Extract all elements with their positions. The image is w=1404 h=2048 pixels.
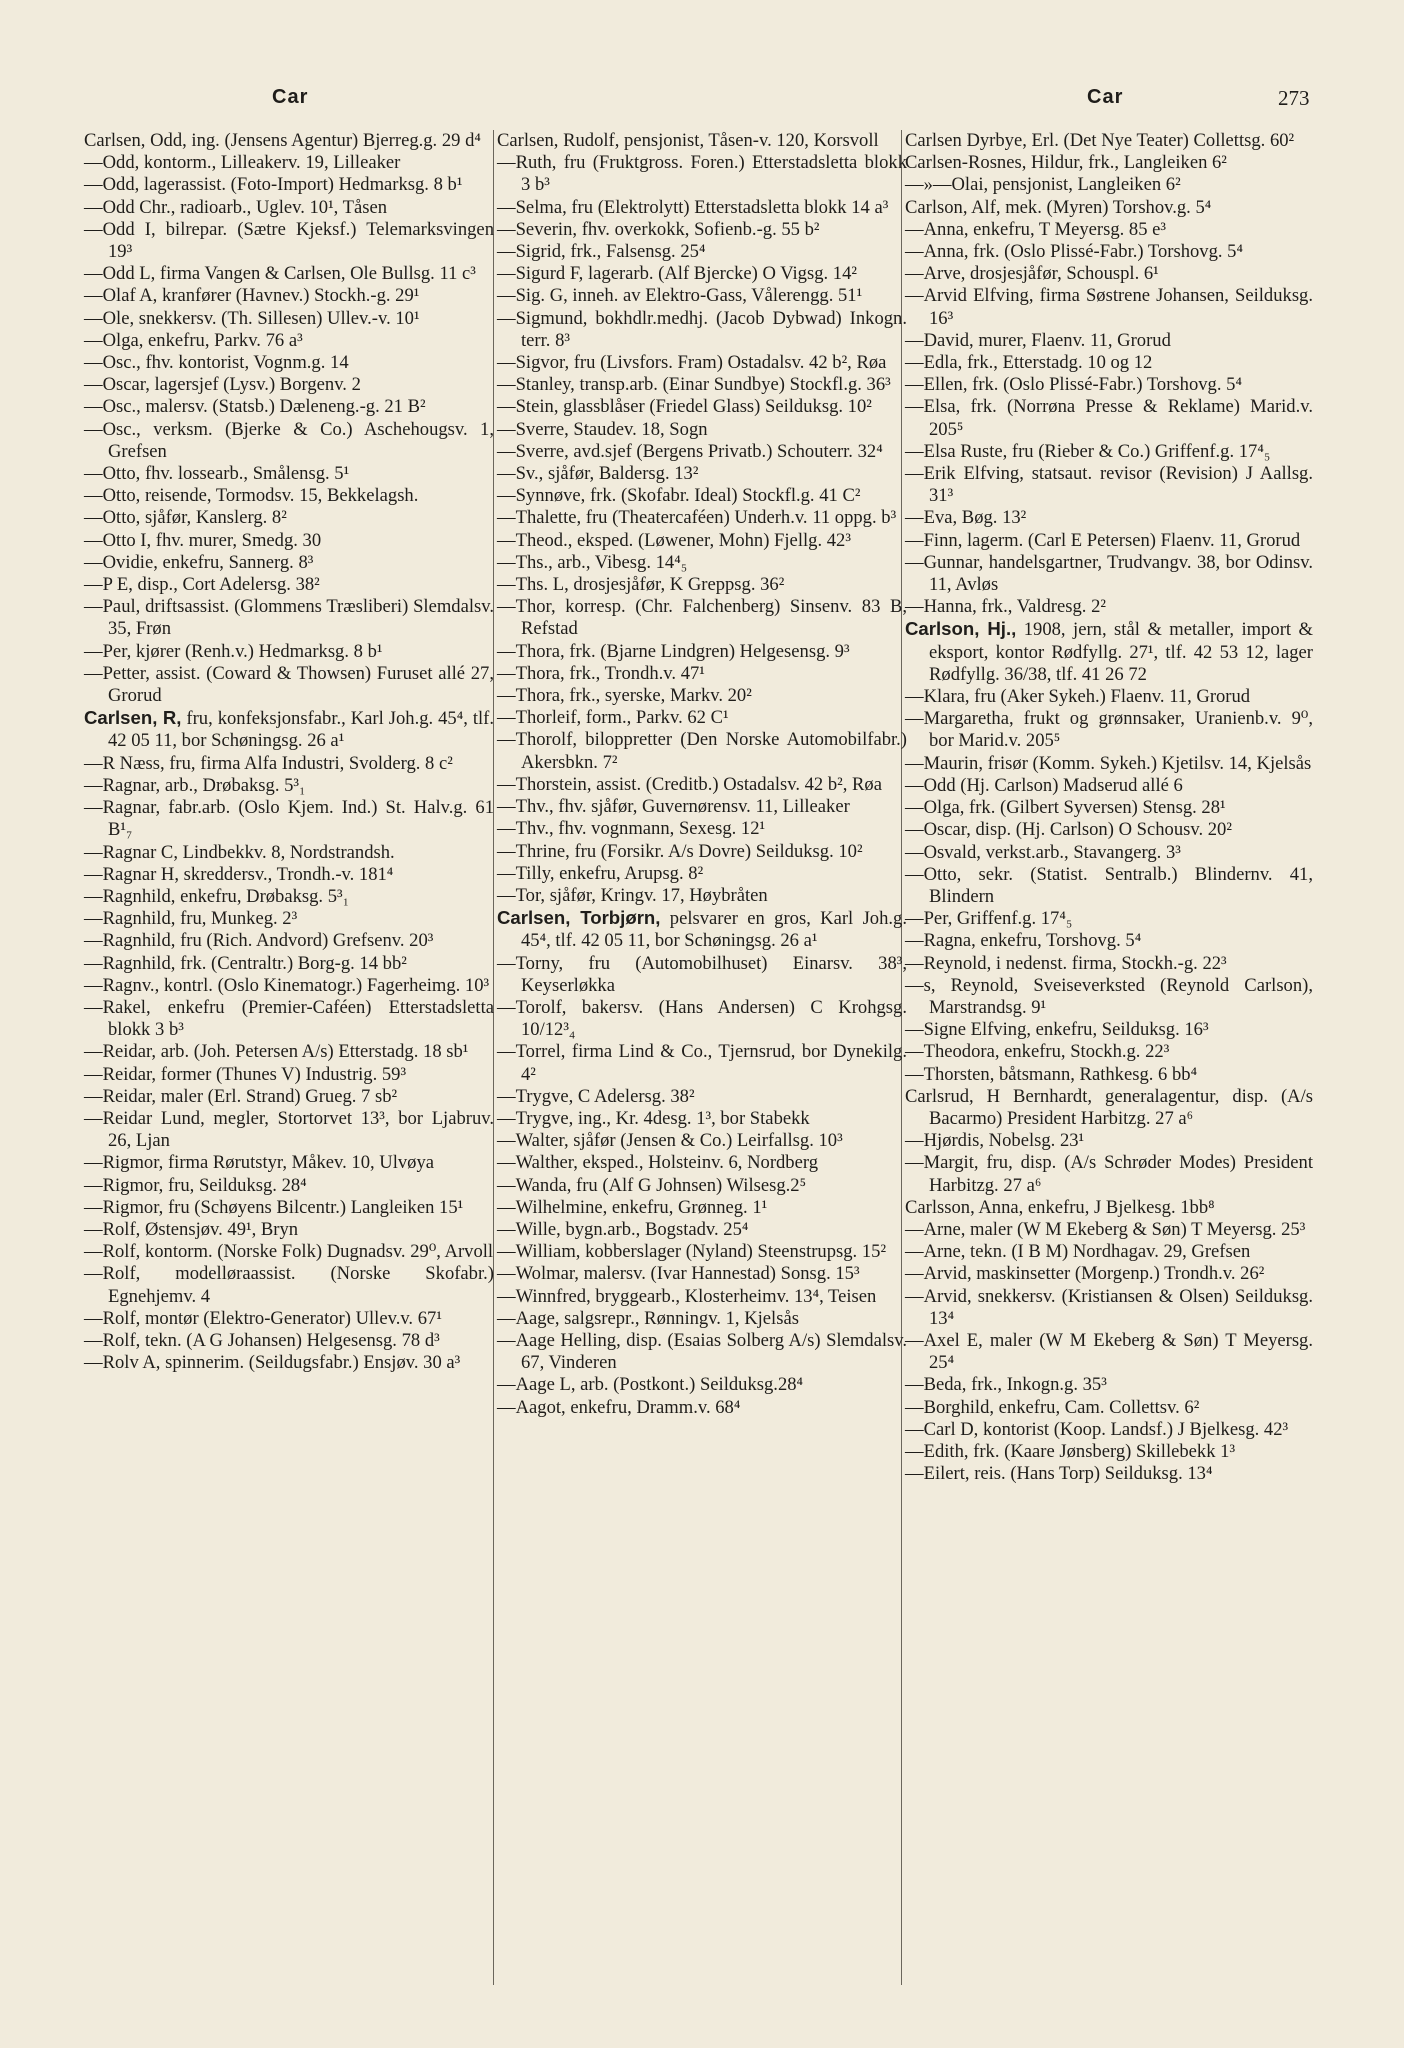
directory-entry: Carlsen, Odd, ing. (Jensens Agentur) Bjerreg.g. 29 d⁴ — [84, 130, 481, 151]
directory-entry: —Rigmor, fru (Schøyens Bilcentr.) Langleiken 15¹ — [84, 1196, 464, 1218]
directory-entry: —Reidar, maler (Erl. Strand) Grueg. 7 sb² — [84, 1085, 398, 1107]
directory-entry: —Odd (Hj. Carlson) Madserud allé 6 — [905, 774, 1183, 796]
directory-entry: —Rolf, kontorm. (Norske Folk) Dugnadsv. 29⁰, Arvoll — [84, 1241, 494, 1263]
directory-entry: —Stanley, transp.arb. (Einar Sundbye) Stockfl.g. 36³ — [497, 374, 891, 396]
directory-entry: —Thorleif, form., Parkv. 62 C¹ — [497, 707, 729, 729]
directory-entry: —Wanda, fru (Alf G Johnsen) Wilsesg.2⁵ — [497, 1174, 807, 1196]
directory-entry: —Rigmor, fru, Seilduksg. 28⁴ — [84, 1174, 307, 1196]
directory-entry: —Aage L, arb. (Postkont.) Seilduksg.28⁴ — [497, 1374, 804, 1396]
directory-entry: —Odd, kontorm., Lilleakerv. 19, Lilleaker — [84, 152, 401, 174]
directory-entry: —Rolf, modelløraassist. (Norske Skofabr.) Egnehjemv. 4 — [84, 1263, 494, 1307]
directory-entry: —Per, Griffenf.g. 17⁴₅ — [905, 908, 1073, 930]
directory-entry: —Thora, frk., syerske, Markv. 20² — [497, 685, 752, 707]
directory-entry: —R Næss, fru, firma Alfa Industri, Svolderg. 8 c² — [84, 752, 453, 774]
directory-entry: —Sigrid, frk., Falsensg. 25⁴ — [497, 241, 706, 263]
directory-entry: Carlson, Alf, mek. (Myren) Torshov.g. 5⁴ — [905, 196, 1212, 218]
directory-entry: —Thrine, fru (Forsikr. A/s Dovre) Seilduksg. 10² — [497, 840, 863, 862]
directory-entry: —Eva, Bøg. 13² — [905, 507, 1027, 529]
directory-entry: —Erik Elfving, statsaut. revisor (Revision) J Aallsg. 31³ — [905, 463, 1313, 507]
directory-entry: —Ragnhild, fru, Munkeg. 2³ — [84, 908, 298, 930]
directory-entry: Carlson, Hj., 1908, jern, stål & metaller, import & eksport, kontor Rødfyllg. 27¹, tlf. 42 53 12, lager Rødfyllg. 36/38, tlf. 41 26 72 — [905, 618, 1313, 685]
directory-entry: —Thor, korresp. (Chr. Falchenberg) Sinsenv. 83 B, Refstad — [497, 596, 907, 640]
directory-entry: —Aage, salgsrepr., Rønningv. 1, Kjelsås — [497, 1307, 799, 1329]
directory-entry: —Winnfred, bryggearb., Klosterheimv. 13⁴, Teisen — [497, 1285, 877, 1307]
directory-entry: —Rolv A, spinnerim. (Seildugsfabr.) Ensjøv. 30 a³ — [84, 1352, 461, 1374]
directory-entry: —Hjørdis, Nobelsg. 23¹ — [905, 1130, 1085, 1152]
directory-entry: —Selma, fru (Elektrolytt) Etterstadsletta blokk 14 a³ — [497, 196, 889, 218]
directory-entry: —Thv., fhv. sjåfør, Guvernørensv. 11, Lilleaker — [497, 796, 850, 818]
directory-entry: —Elsa, frk. (Norrøna Presse & Reklame) Marid.v. 205⁵ — [905, 396, 1313, 440]
directory-entry: —Per, kjører (Renh.v.) Hedmarksg. 8 b¹ — [84, 640, 383, 662]
directory-entry: —Ragnv., kontrl. (Oslo Kinematogr.) Fagerheimg. 10³ — [84, 974, 490, 996]
guide-word-left: Car — [272, 86, 309, 108]
directory-entry: —Aage Helling, disp. (Esaias Solberg A/s) Slemdalsv. 67, Vinderen — [497, 1329, 907, 1374]
directory-entry: —Aagot, enkefru, Dramm.v. 68⁴ — [497, 1396, 741, 1418]
directory-entry: —Odd I, bilrepar. (Sætre Kjeksf.) Telemarksvingen 19³ — [84, 218, 494, 263]
directory-entry: —Sigmund, bokhdlr.medhj. (Jacob Dybwad) Inkogn. terr. 8³ — [497, 307, 907, 351]
directory-entry: —William, kobberslager (Nyland) Steenstrupsg. 15² — [497, 1241, 887, 1263]
directory-entry: —Reidar, arb. (Joh. Petersen A/s) Etterstadg. 18 sb¹ — [84, 1041, 469, 1063]
directory-entry: —Torrel, firma Lind & Co., Tjernsrud, bor Dynekilg. 4² — [497, 1041, 907, 1085]
directory-entry: —Ragnar H, skreddersv., Trondh.-v. 181⁴ — [84, 863, 394, 885]
directory-entry: —Rolf, Østensjøv. 49¹, Bryn — [84, 1218, 299, 1240]
directory-entry: —Wilhelmine, enkefru, Grønneg. 1¹ — [497, 1196, 768, 1218]
directory-entry: —Theod., eksped. (Løwener, Mohn) Fjellg. 42³ — [497, 529, 851, 551]
directory-entry: —Rolf, tekn. (A G Johansen) Helgesensg. 78 d³ — [84, 1329, 440, 1351]
directory-entry: —Otto, fhv. lossearb., Smålensg. 5¹ — [84, 463, 350, 485]
directory-entry: —Rigmor, firma Rørutstyr, Måkev. 10, Ulvøya — [84, 1152, 435, 1174]
directory-entry: —Ths. L, drosjesjåfør, K Greppsg. 36² — [497, 574, 785, 596]
directory-entry: —Severin, fhv. overkokk, Sofienb.-g. 55 b² — [497, 218, 820, 240]
directory-entry: —Ragnhild, enkefru, Drøbaksg. 5³₁ — [84, 885, 350, 907]
directory-entry: —Otto I, fhv. murer, Smedg. 30 — [84, 529, 322, 551]
directory-entry: —Sverre, avd.sjef (Bergens Privatb.) Schouterr. 32⁴ — [497, 440, 883, 462]
directory-entry: —Hanna, frk., Valdresg. 2² — [905, 596, 1106, 618]
directory-entry: —Trygve, ing., Kr. 4desg. 1³, bor Stabekk — [497, 1107, 810, 1129]
directory-entry: —Sig. G, inneh. av Elektro-Gass, Vålerengg. 51¹ — [497, 285, 863, 307]
directory-entry: —Ragna, enkefru, Torshovg. 5⁴ — [905, 930, 1142, 952]
directory-entry: —Otto, sekr. (Statist. Sentralb.) Blindernv. 41, Blindern — [905, 863, 1313, 907]
directory-entry: —P E, disp., Cort Adelersg. 38² — [84, 574, 320, 596]
directory-entry: —Anna, enkefru, T Meyersg. 85 e³ — [905, 218, 1167, 240]
directory-entry: —»—Olai, pensjonist, Langleiken 6² — [905, 174, 1181, 196]
directory-entry: —Ths., arb., Vibesg. 14⁴₅ — [497, 551, 688, 573]
directory-entry: —Beda, frk., Inkogn.g. 35³ — [905, 1374, 1107, 1396]
directory-entry: —Olga, frk. (Gilbert Syversen) Stensg. 28¹ — [905, 797, 1226, 819]
directory-entry: —Arvid, snekkersv. (Kristiansen & Olsen) Seilduksg. 13⁴ — [905, 1285, 1313, 1329]
directory-entry: —Walther, eksped., Holsteinv. 6, Nordberg — [497, 1152, 819, 1174]
directory-entry: Carlsen Dyrbye, Erl. (Det Nye Teater) Collettsg. 60² — [905, 130, 1295, 151]
directory-entry: —Anna, frk. (Oslo Plissé-Fabr.) Torshovg. 5⁴ — [905, 241, 1243, 263]
directory-entry: —Ellen, frk. (Oslo Plissé-Fabr.) Torshovg. 5⁴ — [905, 374, 1242, 396]
directory-entry: —Synnøve, frk. (Skofabr. Ideal) Stockfl.g. 41 C² — [497, 485, 861, 507]
directory-entry: —Thora, frk., Trondh.v. 47¹ — [497, 662, 705, 684]
directory-entry: —Ragnhild, fru (Rich. Andvord) Grefsenv. 20³ — [84, 930, 434, 952]
directory-entry: —Maurin, frisør (Komm. Sykeh.) Kjetilsv. 14, Kjelsås — [905, 752, 1312, 774]
directory-entry: Carlsen, R, fru, konfeksjonsfabr., Karl Joh.g. 45⁴, tlf. 42 05 11, bor Schøningsg. 26 a¹ — [84, 707, 494, 752]
directory-entry: —Thv., fhv. vognmann, Sexesg. 12¹ — [497, 818, 766, 840]
firm-headword: Carlson, Hj., — [905, 618, 1017, 640]
directory-entry: —Klara, fru (Aker Sykeh.) Flaenv. 11, Grorud — [905, 686, 1251, 708]
firm-headword: Carlsen, R, — [84, 707, 182, 729]
directory-entry: —Ragnhild, frk. (Centraltr.) Borg-g. 14 bb² — [84, 952, 407, 974]
directory-entry: —David, murer, Flaenv. 11, Grorud — [905, 329, 1171, 351]
directory-column-1 — [84, 130, 494, 1374]
directory-entry: —Otto, reisende, Tormodsv. 15, Bekkelagsh. — [84, 485, 419, 507]
directory-entry: —Osc., verksm. (Bjerke & Co.) Aschehougsv. 1, Grefsen — [84, 418, 494, 462]
directory-entry: —Signe Elfving, enkefru, Seilduksg. 16³ — [905, 1019, 1209, 1041]
directory-entry: —Walter, sjåfør (Jensen & Co.) Leirfallsg. 10³ — [497, 1130, 843, 1152]
directory-entry: —Reidar Lund, megler, Stortorvet 13³, bor Ljabruv. 26, Ljan — [84, 1107, 494, 1152]
directory-entry: —Axel E, maler (W M Ekeberg & Søn) T Meyersg. 25⁴ — [905, 1329, 1313, 1374]
directory-entry: —Gunnar, handelsgartner, Trudvangv. 38, bor Odinsv. 11, Avløs — [905, 551, 1313, 596]
directory-entry: Carlsen-Rosnes, Hildur, frk., Langleiken 6² — [905, 152, 1227, 174]
directory-entry: —Otto, sjåfør, Kanslerg. 8² — [84, 507, 287, 529]
directory-entry: Carlsen, Torbjørn, pelsvarer en gros, Karl Joh.g. 45⁴, tlf. 42 05 11, bor Schøningsg. 26 a¹ — [497, 907, 907, 952]
directory-entry: —Arve, drosjesjåfør, Schouspl. 6¹ — [905, 263, 1159, 285]
directory-entry: Carlsrud, H Bernhardt, generalagentur, disp. (A/s Bacarmo) President Harbitzg. 27 a⁶ — [905, 1085, 1313, 1129]
directory-entry: —Oscar, lagersjef (Lysv.) Borgenv. 2 — [84, 374, 361, 396]
directory-entry: —Arne, tekn. (I B M) Nordhagav. 29, Grefsen — [905, 1241, 1251, 1263]
guide-word-right: Car — [1087, 86, 1124, 108]
page-number: 273 — [1278, 86, 1310, 110]
directory-entry: —Edith, frk. (Kaare Jønsberg) Skillebekk 1³ — [905, 1440, 1236, 1462]
directory-entry: —Petter, assist. (Coward & Thowsen) Furuset allé 27, Grorud — [84, 662, 494, 707]
page-header — [0, 86, 1404, 116]
directory-entry: —Edla, frk., Etterstadg. 10 og 12 — [905, 352, 1153, 374]
directory-entry: —Ragnar C, Lindbekkv. 8, Nordstrandsh. — [84, 841, 395, 863]
directory-entry: —Trygve, C Adelersg. 38² — [497, 1085, 695, 1107]
directory-column-2 — [497, 130, 907, 1419]
directory-entry: —Ragnar, arb., Drøbaksg. 5³₁ — [84, 774, 306, 796]
directory-entry: —Reidar, former (Thunes V) Industrig. 59³ — [84, 1063, 407, 1085]
directory-entry: —Borghild, enkefru, Cam. Collettsv. 6² — [905, 1396, 1200, 1418]
directory-entry: —Olga, enkefru, Parkv. 76 a³ — [84, 329, 303, 351]
directory-entry: —Olaf A, kranfører (Havnev.) Stockh.-g. 29¹ — [84, 285, 420, 307]
directory-entry: —Wolmar, malersv. (Ivar Hannestad) Sonsg. 15³ — [497, 1263, 860, 1285]
directory-entry: —Margaretha, frukt og grønnsaker, Uranienb.v. 9⁰, bor Marid.v. 205⁵ — [905, 708, 1313, 752]
directory-entry: —Torny, fru (Automobilhuset) Einarsv. 38³, Keyserløkka — [497, 952, 907, 996]
directory-entry: —Tor, sjåfør, Kringv. 17, Høybråten — [497, 884, 768, 906]
directory-entry: Carlsen, Rudolf, pensjonist, Tåsen-v. 120, Korsvoll — [497, 130, 879, 151]
directory-entry: —Ole, snekkersv. (Th. Sillesen) Ullev.-v. 10¹ — [84, 307, 420, 329]
directory-entry: —Reynold, i nedenst. firma, Stockh.-g. 22³ — [905, 952, 1227, 974]
directory-entry: —Sv., sjåfør, Baldersg. 13² — [497, 463, 699, 485]
directory-entry: —Thorsten, båtsmann, Rathkesg. 6 bb⁴ — [905, 1063, 1198, 1085]
directory-entry: —Osvald, verkst.arb., Stavangerg. 3³ — [905, 841, 1181, 863]
directory-entry: —Thora, frk. (Bjarne Lindgren) Helgesensg. 9³ — [497, 640, 850, 662]
directory-entry: —Carl D, kontorist (Koop. Landsf.) J Bjelkesg. 42³ — [905, 1418, 1289, 1440]
directory-entry: —Sigurd F, lagerarb. (Alf Bjercke) O Vigsg. 14² — [497, 263, 857, 285]
directory-entry: —Odd Chr., radioarb., Uglev. 10¹, Tåsen — [84, 196, 388, 218]
directory-entry: —s, Reynold, Sveiseverksted (Reynold Carlson), Marstrandsg. 9¹ — [905, 974, 1313, 1018]
directory-entry: —Osc., malersv. (Statsb.) Dæleneng.-g. 21 B² — [84, 396, 426, 418]
directory-entry: —Arne, maler (W M Ekeberg & Søn) T Meyersg. 25³ — [905, 1218, 1306, 1240]
directory-entry: —Finn, lagerm. (Carl E Petersen) Flaenv. 11, Grorud — [905, 529, 1301, 551]
directory-entry: —Margit, fru, disp. (A/s Schrøder Modes) President Harbitzg. 27 a⁶ — [905, 1152, 1313, 1196]
directory-entry: —Elsa Ruste, fru (Rieber & Co.) Griffenf.g. 17⁴₅ — [905, 440, 1271, 462]
directory-entry: —Thorolf, biloppretter (Den Norske Automobilfabr.) Akersbkn. 7² — [497, 729, 907, 773]
directory-entry: —Rolf, montør (Elektro-Generator) Ullev.v. 67¹ — [84, 1307, 442, 1329]
directory-entry: —Oscar, disp. (Hj. Carlson) O Schousv. 20² — [905, 819, 1232, 841]
directory-entry: —Sverre, Staudev. 18, Sogn — [497, 418, 708, 440]
directory-entry: —Torolf, bakersv. (Hans Andersen) C Krohgsg. 10/12³₄ — [497, 996, 907, 1041]
directory-entry: —Ragnar, fabr.arb. (Oslo Kjem. Ind.) St. Halv.g. 61 B¹₇ — [84, 797, 494, 841]
directory-entry: —Paul, driftsassist. (Glommens Træsliberi) Slemdalsv. 35, Frøn — [84, 596, 494, 640]
firm-headword: Carlsen, Torbjørn, — [497, 907, 661, 929]
directory-entry: —Thalette, fru (Theatercaféen) Underh.v. 11 oppg. b³ — [497, 507, 897, 529]
directory-column-3 — [905, 130, 1313, 1485]
directory-entry: —Sigvor, fru (Livsfors. Fram) Ostadalsv. 42 b², Røa — [497, 352, 887, 374]
directory-entry: —Wille, bygn.arb., Bogstadv. 25⁴ — [497, 1218, 749, 1240]
directory-entry: Carlsson, Anna, enkefru, J Bjelkesg. 1bb⁸ — [905, 1196, 1215, 1218]
directory-entry: —Thorstein, assist. (Creditb.) Ostadalsv. 42 b², Røa — [497, 773, 882, 795]
directory-entry: —Tilly, enkefru, Arupsg. 8² — [497, 862, 704, 884]
directory-entry: —Theodora, enkefru, Stockh.g. 22³ — [905, 1041, 1170, 1063]
directory-entry: —Arvid, maskinsetter (Morgenp.) Trondh.v. 26² — [905, 1263, 1265, 1285]
directory-entry: —Odd, lagerassist. (Foto-Import) Hedmarksg. 8 b¹ — [84, 174, 463, 196]
directory-entry: —Ruth, fru (Fruktgross. Foren.) Etterstadsletta blokk 3 b³ — [497, 152, 907, 196]
directory-entry: —Odd L, firma Vangen & Carlsen, Ole Bullsg. 11 c³ — [84, 263, 476, 285]
directory-entry: —Rakel, enkefru (Premier-Caféen) Etterstadsletta blokk 3 b³ — [84, 996, 494, 1041]
directory-entry: —Stein, glassblåser (Friedel Glass) Seilduksg. 10² — [497, 396, 872, 418]
directory-entry: —Eilert, reis. (Hans Torp) Seilduksg. 13⁴ — [905, 1463, 1213, 1485]
directory-entry: —Arvid Elfving, firma Søstrene Johansen, Seilduksg. 16³ — [905, 285, 1313, 329]
directory-entry: —Ovidie, enkefru, Sannerg. 8³ — [84, 551, 314, 573]
directory-entry: —Osc., fhv. kontorist, Vognm.g. 14 — [84, 352, 349, 374]
